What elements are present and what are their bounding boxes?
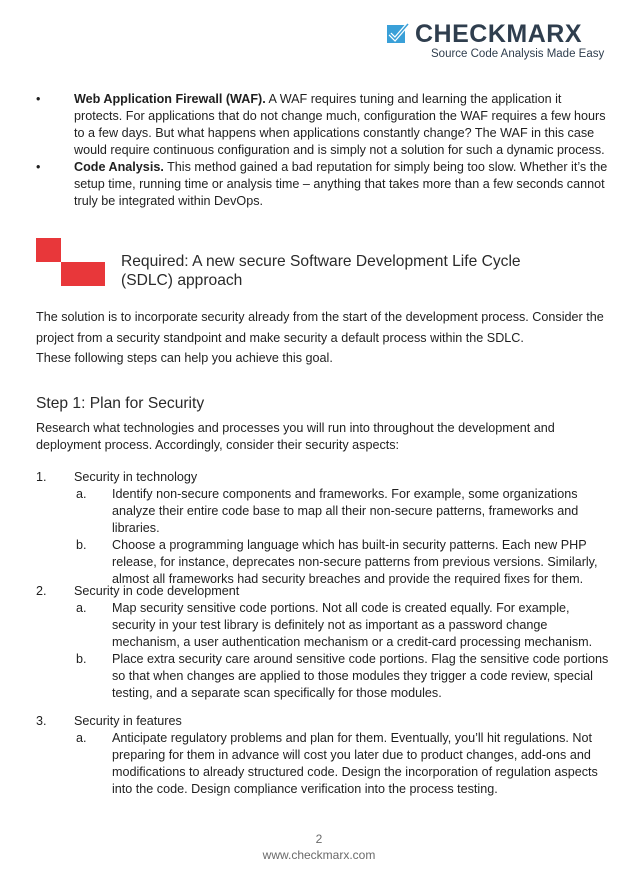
bullet-list	[36, 91, 611, 210]
sub-item-text: Place extra security care around sensitive code portions. Flag the sensitive code portions so that when changes are applied to those modules they trigger a code review, special testing, and a separate scan specifically for those modules.	[112, 652, 609, 700]
sub-item	[36, 600, 616, 651]
numbered-item-2	[36, 583, 616, 702]
page-number: 2	[315, 832, 323, 846]
checkmarx-logo	[385, 20, 605, 66]
item-label: Security in code development	[74, 584, 240, 598]
numbered-item-3	[36, 713, 616, 798]
logo-wordmark: CHECKMARX	[415, 20, 582, 48]
sub-item	[36, 537, 616, 588]
numbered-heading	[36, 469, 616, 486]
item-number: 2.	[36, 584, 47, 598]
section-title: Required: A new secure Software Development Life Cycle (SDLC) approach	[121, 253, 521, 289]
sub-item-text: Map security sensitive code portions. Not all code is created equally. For example, security in your test library is definitely not as important as a password change mechanism, a user authentication mechanism or a credit-card processing mechanism.	[112, 601, 593, 649]
sub-item-letter: a.	[76, 731, 87, 745]
check-box-icon	[387, 23, 409, 45]
numbered-heading	[36, 583, 616, 600]
bullet-text: This method gained a bad reputation for simply being too slow. Whether it’s the setup time, running time or analysis time – anything that takes more than a few seconds cannot truly be integrated within DevOps.	[74, 160, 608, 208]
item-number: 3.	[36, 714, 47, 728]
numbered-heading	[36, 713, 616, 730]
footer-url[interactable]: www.checkmarx.com	[262, 848, 376, 862]
step-title: Step 1: Plan for Security	[36, 395, 205, 412]
sub-item	[36, 651, 616, 702]
bullet-marker: •	[36, 160, 41, 174]
step-intro: Research what technologies and processes you will run into throughout the development and deployment process. Accordingly, consider their security aspects:	[36, 421, 555, 452]
sub-item	[36, 730, 616, 798]
section-accent-square-top	[36, 238, 61, 262]
sub-item-letter: a.	[76, 601, 87, 615]
item-label: Security in technology	[74, 470, 198, 484]
intro-paragraph: The solution is to incorporate security already from the start of the development process. Consider the project from a security standpoint and make security a default process within the SDLC.	[36, 310, 604, 345]
bullet-item-waf	[36, 91, 611, 159]
item-label: Security in features	[74, 714, 182, 728]
bullet-title: Code Analysis.	[74, 160, 164, 174]
sub-item-letter: a.	[76, 487, 87, 501]
bullet-text: A WAF requires tuning and learning the application it protects. For applications that do not change much, configuration the WAF requires a few hours to a few days. But what happens when applications constantly change? The WAF in this case would require continuous configuration and is simply not a solution for such a dynamic process.	[74, 92, 606, 157]
bullet-marker: •	[36, 92, 41, 106]
section-accent-square-bottom	[61, 262, 105, 286]
sub-item-text: Choose a programming language which has built-in security patterns. Each new PHP release, for instance, deprecates non-secure patterns from previous versions. Similarly, almost all frameworks had security breaches and provide the required fixes for them.	[112, 538, 598, 586]
sub-item-letter: b.	[76, 652, 87, 666]
logo-tagline: Source Code Analysis Made Easy	[431, 48, 605, 60]
sub-item-text: Anticipate regulatory problems and plan for them. Eventually, you’ll hit regulations. Not preparing for them in advance will cost you later due to product changes, add-ons and modifications to already structured code. Design the incorporation of regulation aspects into the code. Design compliance verification into the process testing.	[112, 731, 598, 796]
sub-item-text: Identify non-secure components and frameworks. For example, some organizations analyze their entire code base to map all their non-secure patterns, frameworks and libraries.	[112, 487, 579, 535]
item-number: 1.	[36, 470, 47, 484]
intro-text	[36, 307, 616, 369]
bullet-title: Web Application Firewall (WAF).	[74, 92, 266, 106]
numbered-item-1	[36, 469, 616, 588]
bullet-item-code-analysis	[36, 159, 611, 210]
sub-item-letter: b.	[76, 538, 87, 552]
intro-paragraph: These following steps can help you achieve this goal.	[36, 351, 333, 365]
sub-item	[36, 486, 616, 537]
